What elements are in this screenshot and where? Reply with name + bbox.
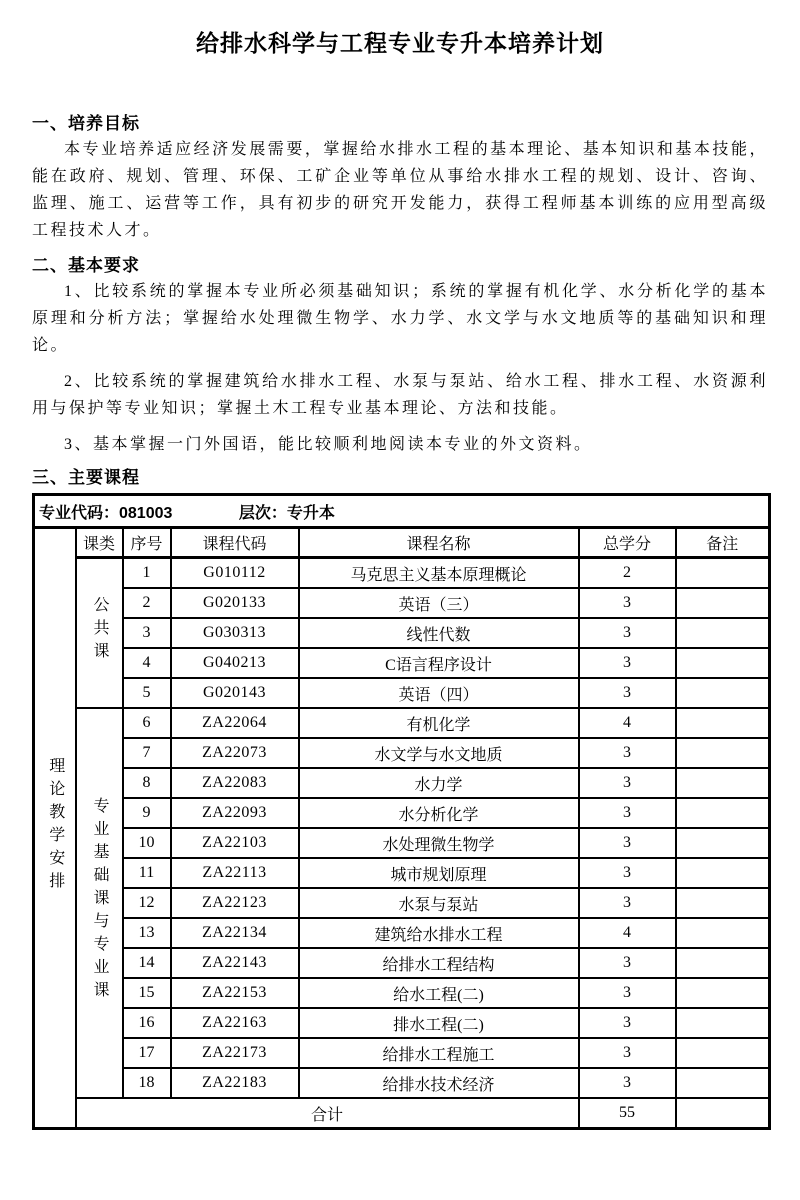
course-seq: 14 <box>123 948 171 978</box>
course-code: ZA22103 <box>171 828 299 858</box>
course-seq: 5 <box>123 678 171 708</box>
total-label: 合计 <box>76 1098 579 1129</box>
document-title: 给排水科学与工程专业专升本培养计划 <box>196 30 604 56</box>
section-training-objectives <box>32 114 768 244</box>
course-name: 马克思主义基本原理概论 <box>299 558 579 589</box>
course-remark <box>676 768 770 798</box>
course-credits: 3 <box>579 648 676 678</box>
course-name: 给排水工程结构 <box>299 948 579 978</box>
course-name: 给排水技术经济 <box>299 1068 579 1098</box>
course-credits: 3 <box>579 948 676 978</box>
course-seq: 13 <box>123 918 171 948</box>
total-remark <box>676 1098 770 1129</box>
course-seq: 15 <box>123 978 171 1008</box>
side-label-theory-teaching: 理论教学安排 <box>46 756 64 895</box>
section-heading-training-objectives: 一、培养目标 <box>32 114 140 133</box>
col-header-name: 课程名称 <box>299 528 579 558</box>
side-label-cell <box>34 528 76 1129</box>
course-seq: 17 <box>123 1038 171 1068</box>
course-name: 城市规划原理 <box>299 858 579 888</box>
course-seq: 10 <box>123 828 171 858</box>
table-header-row <box>34 528 770 558</box>
course-seq: 18 <box>123 1068 171 1098</box>
table-row <box>34 828 770 858</box>
course-code: ZA22083 <box>171 768 299 798</box>
course-remark <box>676 648 770 678</box>
course-code: ZA22073 <box>171 738 299 768</box>
course-remark <box>676 1068 770 1098</box>
section-basic-requirements <box>32 256 768 458</box>
course-credits: 3 <box>579 588 676 618</box>
course-code: ZA22113 <box>171 858 299 888</box>
level-label: 层次：专升本 <box>238 504 335 522</box>
course-credits: 3 <box>579 1008 676 1038</box>
course-credits: 3 <box>579 738 676 768</box>
table-row <box>34 948 770 978</box>
course-remark <box>676 738 770 768</box>
major-code-label: 专业代码：081003 <box>39 504 173 522</box>
course-seq: 8 <box>123 768 171 798</box>
course-credits: 3 <box>579 828 676 858</box>
total-credits: 55 <box>579 1098 676 1129</box>
table-row <box>34 558 770 589</box>
course-table <box>32 493 771 1130</box>
col-header-credits: 总学分 <box>579 528 676 558</box>
table-row <box>34 618 770 648</box>
course-code: ZA22123 <box>171 888 299 918</box>
course-remark <box>676 828 770 858</box>
table-row <box>34 858 770 888</box>
section-heading-main-courses: 三、主要课程 <box>32 468 140 487</box>
course-code: G040213 <box>171 648 299 678</box>
course-remark <box>676 888 770 918</box>
course-credits: 3 <box>579 978 676 1008</box>
course-name: 线性代数 <box>299 618 579 648</box>
course-name: 建筑给水排水工程 <box>299 918 579 948</box>
course-remark <box>676 618 770 648</box>
section-heading-basic-requirements: 二、基本要求 <box>32 256 140 275</box>
course-seq: 1 <box>123 558 171 589</box>
course-name: 给排水工程施工 <box>299 1038 579 1068</box>
paragraph-training-objectives: 本专业培养适应经济发展需要，掌握给水排水工程的基本理论、基本知识和基本技能，能在政府、规划、管理、环保、工矿企业等单位从事给水排水工程的规划、设计、咨询、监理、施工、运营等工作，具有初步的研究开发能力，获得工程师基本训练的应用型高级工程技术人才。 <box>32 141 768 239</box>
course-remark <box>676 858 770 888</box>
table-row <box>34 888 770 918</box>
table-row <box>34 738 770 768</box>
col-header-code: 课程代码 <box>171 528 299 558</box>
course-credits: 3 <box>579 1068 676 1098</box>
paragraph-requirement-3: 3、基本掌握一门外国语，能比较顺利地阅读本专业的外文资料。 <box>64 436 593 453</box>
course-credits: 3 <box>579 888 676 918</box>
course-code: G030313 <box>171 618 299 648</box>
group-label-major-courses: 专业基础课与专业课 <box>76 708 123 1098</box>
course-code: G020133 <box>171 588 299 618</box>
course-remark <box>676 708 770 738</box>
table-row <box>34 798 770 828</box>
course-remark <box>676 558 770 589</box>
course-remark <box>676 1038 770 1068</box>
col-header-category: 课类 <box>76 528 123 558</box>
course-credits: 3 <box>579 768 676 798</box>
course-seq: 2 <box>123 588 171 618</box>
table-row <box>34 1038 770 1068</box>
table-row <box>34 978 770 1008</box>
course-credits: 3 <box>579 858 676 888</box>
course-credits: 3 <box>579 798 676 828</box>
course-code: ZA22134 <box>171 918 299 948</box>
table-row <box>34 1068 770 1098</box>
table-row <box>34 678 770 708</box>
course-seq: 9 <box>123 798 171 828</box>
course-name: 水分析化学 <box>299 798 579 828</box>
course-seq: 16 <box>123 1008 171 1038</box>
course-remark <box>676 978 770 1008</box>
course-remark <box>676 588 770 618</box>
course-remark <box>676 678 770 708</box>
table-row <box>34 1008 770 1038</box>
group-label-public-courses: 公共课 <box>76 558 123 709</box>
col-header-remark: 备注 <box>676 528 770 558</box>
table-row <box>34 588 770 618</box>
table-row <box>34 648 770 678</box>
course-code: ZA22064 <box>171 708 299 738</box>
course-name: 英语（三） <box>299 588 579 618</box>
course-name: 水处理微生物学 <box>299 828 579 858</box>
table-row <box>34 918 770 948</box>
course-remark <box>676 798 770 828</box>
course-name: 水泵与泵站 <box>299 888 579 918</box>
course-name: C语言程序设计 <box>299 648 579 678</box>
course-seq: 3 <box>123 618 171 648</box>
course-credits: 3 <box>579 678 676 708</box>
course-seq: 6 <box>123 708 171 738</box>
table-meta-cell <box>34 495 770 528</box>
course-credits: 2 <box>579 558 676 589</box>
table-meta-row <box>34 495 770 528</box>
course-code: ZA22163 <box>171 1008 299 1038</box>
course-seq: 11 <box>123 858 171 888</box>
course-credits: 4 <box>579 918 676 948</box>
course-code: G010112 <box>171 558 299 589</box>
section-main-courses <box>32 468 768 1130</box>
course-credits: 3 <box>579 618 676 648</box>
table-row <box>34 708 770 738</box>
course-remark <box>676 918 770 948</box>
course-name: 排水工程(二) <box>299 1008 579 1038</box>
paragraph-requirement-1: 1、比较系统的掌握本专业所必须基础知识；系统的掌握有机化学、水分析化学的基本原理和分析方法；掌握给水处理微生物学、水力学、水文学与水文地质等的基础知识和理论。 <box>32 283 768 354</box>
course-code: ZA22173 <box>171 1038 299 1068</box>
course-name: 给水工程(二) <box>299 978 579 1008</box>
course-name: 英语（四） <box>299 678 579 708</box>
table-total-row <box>34 1098 770 1129</box>
course-remark <box>676 948 770 978</box>
course-code: ZA22153 <box>171 978 299 1008</box>
course-credits: 4 <box>579 708 676 738</box>
course-code: ZA22183 <box>171 1068 299 1098</box>
course-seq: 7 <box>123 738 171 768</box>
course-remark <box>676 1008 770 1038</box>
paragraph-requirement-2: 2、比较系统的掌握建筑给水排水工程、水泵与泵站、给水工程、排水工程、水资源利用与保护等专业知识；掌握土木工程专业基本理论、方法和技能。 <box>32 373 768 417</box>
course-name: 有机化学 <box>299 708 579 738</box>
course-credits: 3 <box>579 1038 676 1068</box>
course-seq: 4 <box>123 648 171 678</box>
course-code: ZA22093 <box>171 798 299 828</box>
course-name: 水力学 <box>299 768 579 798</box>
table-row <box>34 768 770 798</box>
course-name: 水文学与水文地质 <box>299 738 579 768</box>
course-code: ZA22143 <box>171 948 299 978</box>
col-header-seq: 序号 <box>123 528 171 558</box>
course-seq: 12 <box>123 888 171 918</box>
course-code: G020143 <box>171 678 299 708</box>
